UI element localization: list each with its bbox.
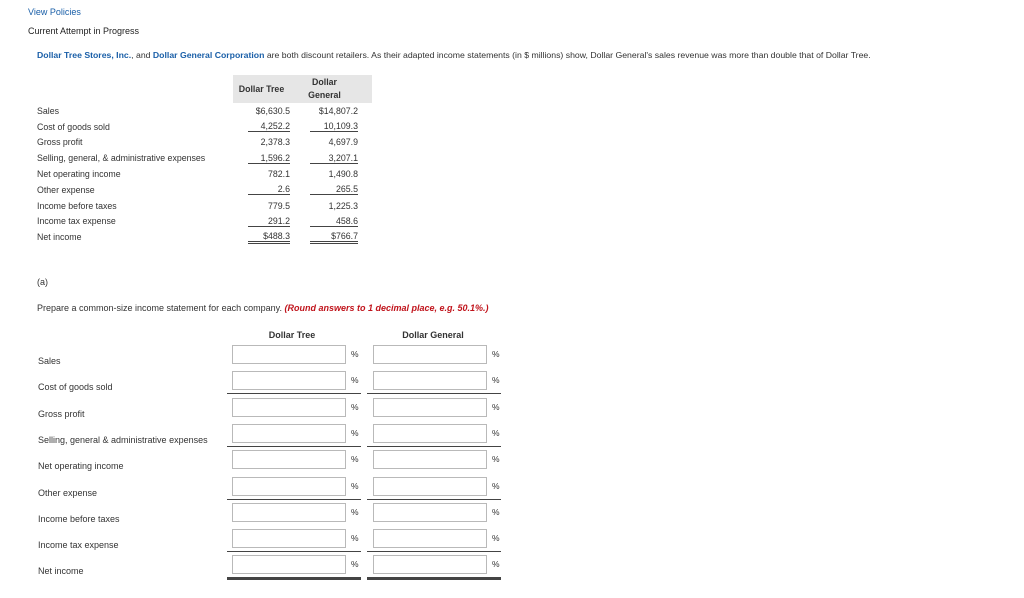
common-size-row-label: Other expense [38,488,98,498]
dollar-general-value [291,135,372,151]
dollar-general-percent-input[interactable] [373,450,487,469]
dollar-tree-value [233,150,291,166]
dollar-general-amount: 265.5 [310,184,358,195]
dollar-tree-amount: 291.2 [248,216,290,227]
table-row [37,166,372,182]
percent-sign: % [492,375,500,385]
percent-sign: % [351,349,359,359]
subtotal-rule [227,393,361,394]
instruction-text: Prepare a common-size income statement for each company. [37,303,285,313]
dollar-tree-amount: $488.3 [248,231,290,244]
percent-sign: % [351,507,359,517]
dollar-tree-amount: 1,596.2 [248,153,290,164]
percent-sign: % [351,375,359,385]
intro-text: are both discount retailers. As their adapted income statements (in $ millions) show, Dollar General's sales revenue was more than double that of Dollar Tree. [264,50,871,60]
row-label: Net operating income [37,169,121,180]
subtotal-rule [367,393,501,394]
intro-connector: , and [131,50,153,60]
table-row [37,150,372,166]
row-label: Income before taxes [37,200,117,211]
dollar-general-value [291,166,372,182]
dollar-tree-percent-input[interactable] [232,529,346,548]
table-row [37,214,372,230]
dollar-general-percent-input[interactable] [373,529,487,548]
dollar-tree-percent-input[interactable] [232,371,346,390]
dollar-tree-amount: 2.6 [248,184,290,195]
dollar-general-amount: 1,225.3 [328,200,358,211]
dollar-general-percent-input[interactable] [373,555,487,574]
percent-sign: % [351,428,359,438]
col-header-dollar-general [291,75,372,103]
table-corner [37,75,233,103]
dollar-tree-amount: $6,630.5 [255,105,290,116]
percent-sign: % [492,454,500,464]
dollar-general-value [291,150,372,166]
dollar-general-value [291,119,372,135]
table-row [37,198,372,214]
common-size-row-label: Net income [38,566,84,576]
row-label: Sales [37,105,60,116]
view-policies-link[interactable]: View Policies [28,7,81,17]
col-header-dg-line1: Dollar [312,77,337,87]
total-double-rule [227,577,361,580]
percent-sign: % [492,533,500,543]
dollar-tree-amount: 4,252.2 [248,121,290,132]
problem-intro [37,50,871,60]
row-label: Net income [37,232,82,243]
percent-sign: % [351,481,359,491]
table-row [37,135,372,151]
dollar-tree-percent-input[interactable] [232,477,346,496]
subtotal-rule [367,499,501,500]
dollar-tree-percent-input[interactable] [232,450,346,469]
percent-sign: % [492,481,500,491]
percent-sign: % [492,507,500,517]
row-label: Income tax expense [37,216,116,227]
dollar-general-percent-input[interactable] [373,503,487,522]
table-row [37,182,372,198]
dollar-tree-value [233,119,291,135]
common-size-row-label: Income before taxes [38,514,120,524]
subtotal-rule [227,551,361,552]
dollar-tree-percent-input[interactable] [232,345,346,364]
row-label: Other expense [37,184,95,195]
percent-sign: % [492,559,500,569]
dollar-tree-percent-input[interactable] [232,424,346,443]
dollar-general-amount: 3,207.1 [310,153,358,164]
dollar-general-amount: 458.6 [310,216,358,227]
row-label: Gross profit [37,137,83,148]
dollar-tree-amount: 779.5 [267,200,290,211]
dollar-general-amount: $14,807.2 [318,105,358,116]
dollar-general-value [291,229,372,245]
dollar-general-amount: $766.7 [310,231,358,244]
attempt-status: Current Attempt in Progress [28,26,140,36]
part-a-instruction [37,303,489,313]
subtotal-rule [227,499,361,500]
percent-sign: % [492,402,500,412]
dollar-tree-percent-input[interactable] [232,555,346,574]
percent-sign: % [351,559,359,569]
col-header-dollar-tree: Dollar Tree [233,75,291,103]
dollar-general-value [291,103,372,119]
answer-col-header-dollar-general: Dollar General [402,330,464,340]
percent-sign: % [492,349,500,359]
dollar-general-amount: 10,109.3 [310,121,358,132]
dollar-general-percent-input[interactable] [373,345,487,364]
dollar-general-value [291,182,372,198]
dollar-general-percent-input[interactable] [373,424,487,443]
dollar-tree-value [233,135,291,151]
subtotal-rule [227,446,361,447]
subtotal-rule [367,446,501,447]
dollar-general-value [291,198,372,214]
common-size-row-label: Cost of goods sold [38,382,113,392]
row-label: Cost of goods sold [37,121,110,132]
percent-sign: % [492,428,500,438]
common-size-row-label: Sales [38,356,61,366]
common-size-row-label: Net operating income [38,461,124,471]
dollar-general-value [291,214,372,230]
dollar-tree-value [233,166,291,182]
dollar-tree-value [233,214,291,230]
dollar-general-percent-input[interactable] [373,371,487,390]
subtotal-rule [367,551,501,552]
dollar-tree-percent-input[interactable] [232,398,346,417]
part-a-label: (a) [37,277,48,287]
dollar-general-percent-input[interactable] [373,398,487,417]
common-size-row-label: Gross profit [38,409,85,419]
row-label: Selling, general, & administrative expenses [37,153,206,164]
dollar-tree-value [233,182,291,198]
dollar-tree-percent-input[interactable] [232,503,346,522]
answer-col-header-dollar-tree: Dollar Tree [268,330,316,340]
company-link-dollar-tree[interactable]: Dollar Tree Stores, Inc. [37,50,132,60]
dollar-general-amount: 1,490.8 [328,169,358,180]
percent-sign: % [351,533,359,543]
total-double-rule [367,577,501,580]
table-row [37,103,372,119]
dollar-tree-amount: 2,378.3 [260,137,290,148]
company-link-dollar-general[interactable]: Dollar General Corporation [152,50,265,60]
dollar-tree-amount: 782.1 [267,169,290,180]
dollar-general-percent-input[interactable] [373,477,487,496]
rounding-note: (Round answers to 1 decimal place, e.g. 50.1%.) [284,303,489,313]
table-row [37,119,372,135]
common-size-row-label: Selling, general & administrative expenses [38,435,208,445]
dollar-general-amount: 4,697.9 [328,137,358,148]
common-size-row-label: Income tax expense [38,540,119,550]
dollar-tree-value [233,229,291,245]
table-row [37,229,372,245]
percent-sign: % [351,454,359,464]
income-statement-table [37,75,372,245]
dollar-tree-value [233,198,291,214]
percent-sign: % [351,402,359,412]
col-header-dg-line2: General [308,90,341,100]
dollar-tree-value [233,103,291,119]
